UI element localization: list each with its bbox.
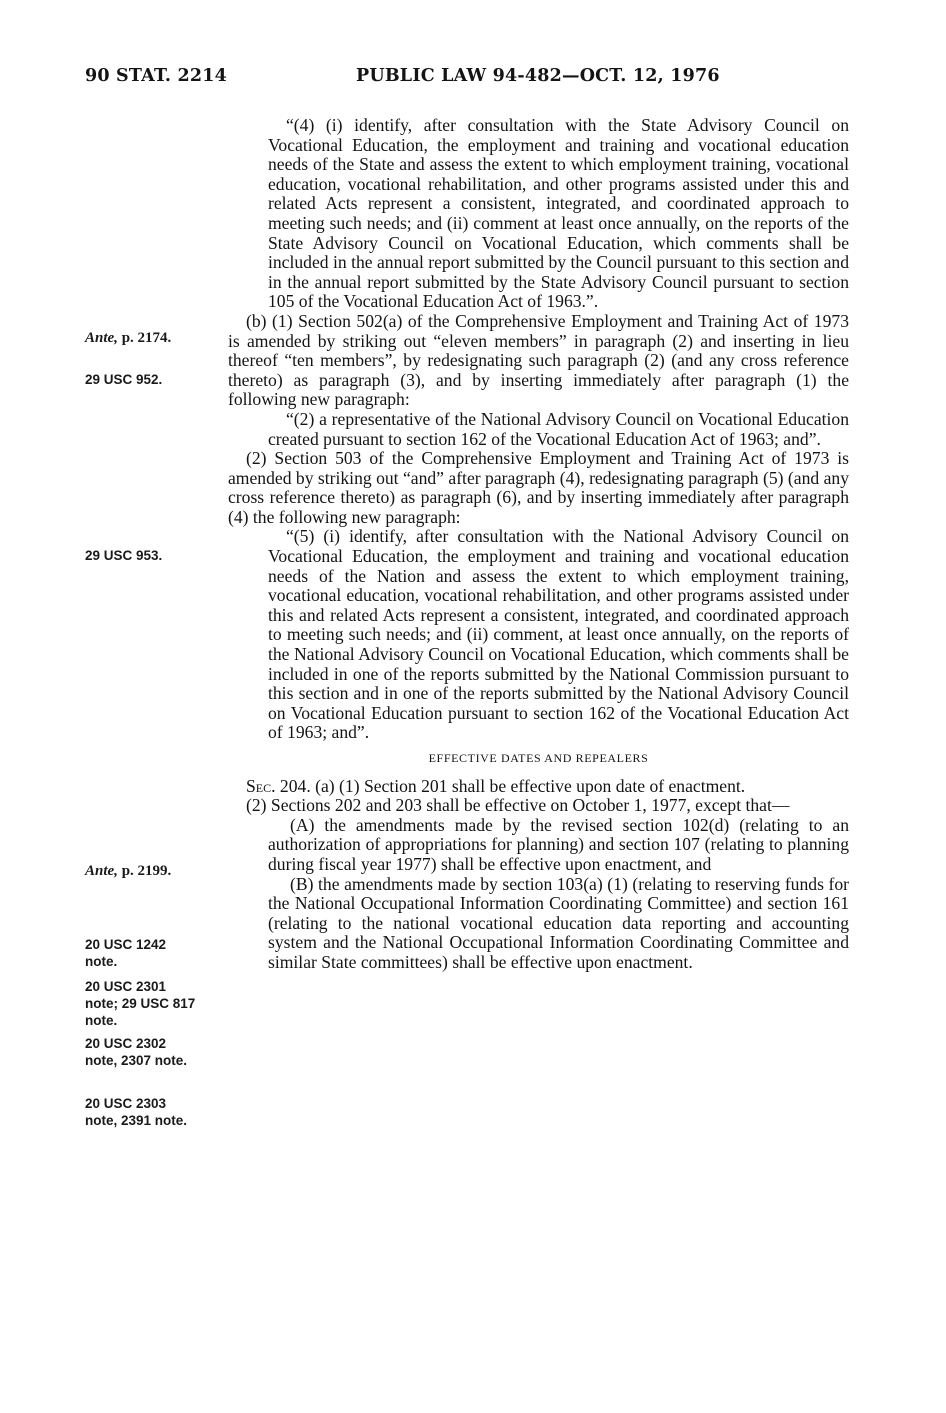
- paragraph-b-2: (2) Section 503 of the Comprehensive Employment and Training Act of 1973 is amended by striking out “and” after paragraph (4), redesignating paragraph (5) (and any cross reference thereto) as paragraph (6), and by inserting immediately after paragraph (4) the following new paragraph:: [228, 448, 849, 527]
- section-heading: EFFECTIVE DATES AND REPEALERS: [428, 751, 649, 765]
- paragraph-4-amendment: “(4) (i) identify, after consultation with the State Advisory Council on Vocational Education, the employment and training and vocational education needs of the State and assess the extent to which employment training, vocational education, vocational rehabilitation, and other programs assisted under this and related Acts represent a consistent, integrated, and coordinated approach to meeting such needs; and (ii) comment at least once annually, on the reports of the State Advisory Council on Vocational Education, which comments shall be included in the annual report submitted by the Council pursuant to this section and in the annual report submitted by the State Advisory Council pursuant to section 105 of the Vocational Education Act of 1963.”.: [268, 115, 849, 312]
- margin-note-29-usc-952: 29 USC 952.: [85, 372, 163, 387]
- margin-note-20-usc-2302: 20 USC 2302 note, 2307 note.: [85, 1036, 188, 1068]
- margin-note-ante-2199: Ante, p. 2199.: [85, 863, 172, 879]
- subparagraph-b: (B) the amendments made by section 103(a) (1) (relating to reserving funds for the National Occupational Information Coordinating Committee) and section 161 (relating to the national vocational education data reporting and accounting system and the National Occupational Information Coordinating Committee and similar State committees) shall be effective upon enactment.: [268, 873, 849, 972]
- margin-note-20-usc-2301: 20 USC 2301 note; 29 USC 817 note.: [85, 979, 196, 1028]
- body-text: [228, 116, 849, 973]
- statute-page-number: 90 STAT. 2214: [85, 66, 228, 86]
- margin-note-20-usc-2303: 20 USC 2303 note, 2391 note.: [85, 1096, 188, 1128]
- margin-note-20-usc-1242: 20 USC 1242 note.: [85, 937, 167, 969]
- subparagraph-a: (A) the amendments made by the revised section 102(d) (relating to an authorization of appropriations for planning) and section 107 (relating to planning during fiscal year 1977) shall be effective upon enactment, and: [268, 814, 849, 874]
- margin-note-ante-2174: Ante, p. 2174.: [85, 330, 172, 346]
- running-header: PUBLIC LAW 94-482—OCT. 12, 1976: [356, 66, 720, 86]
- paragraph-quoted-2: “(2) a representative of the National Advisory Council on Vocational Education created pursuant to section 162 of the Vocational Education Act of 1963; and”.: [268, 408, 849, 449]
- section-204-a-2: (2) Sections 202 and 203 shall be effective on October 1, 1977, except that—: [246, 795, 790, 816]
- section-204-a-1: Sec. 204. (a) (1) Section 201 shall be effective upon date of enactment.: [246, 775, 746, 796]
- paragraph-b-1: (b) (1) Section 502(a) of the Comprehensive Employment and Training Act of 1973 is amended by striking out “eleven members” in paragraph (2) and inserting in lieu thereof “ten members”, by redesignating such paragraph (2) (and any cross reference thereto) as paragraph (3), and by inserting immediately after paragraph (1) the following new paragraph:: [228, 310, 849, 410]
- paragraph-quoted-5: “(5) (i) identify, after consultation with the National Advisory Council on Vocational Education, the employment and training and vocational education needs of the Nation and assess the extent to which employment training, vocational education, vocational rehabilitation, and other programs assisted under this and related Acts represent a consistent, integrated, and coordinated approach to meeting such needs; and (ii) comment, at least once annually, on the reports of the National Advisory Council on Vocational Education, which comments shall be included in one of the reports submitted by the National Commission pursuant to this section and in one of the reports submitted by the National Advisory Council on Vocational Education pursuant to section 162 of the Vocational Education Act of 1963; and”.: [268, 526, 849, 743]
- margin-note-29-usc-953: 29 USC 953.: [85, 548, 163, 563]
